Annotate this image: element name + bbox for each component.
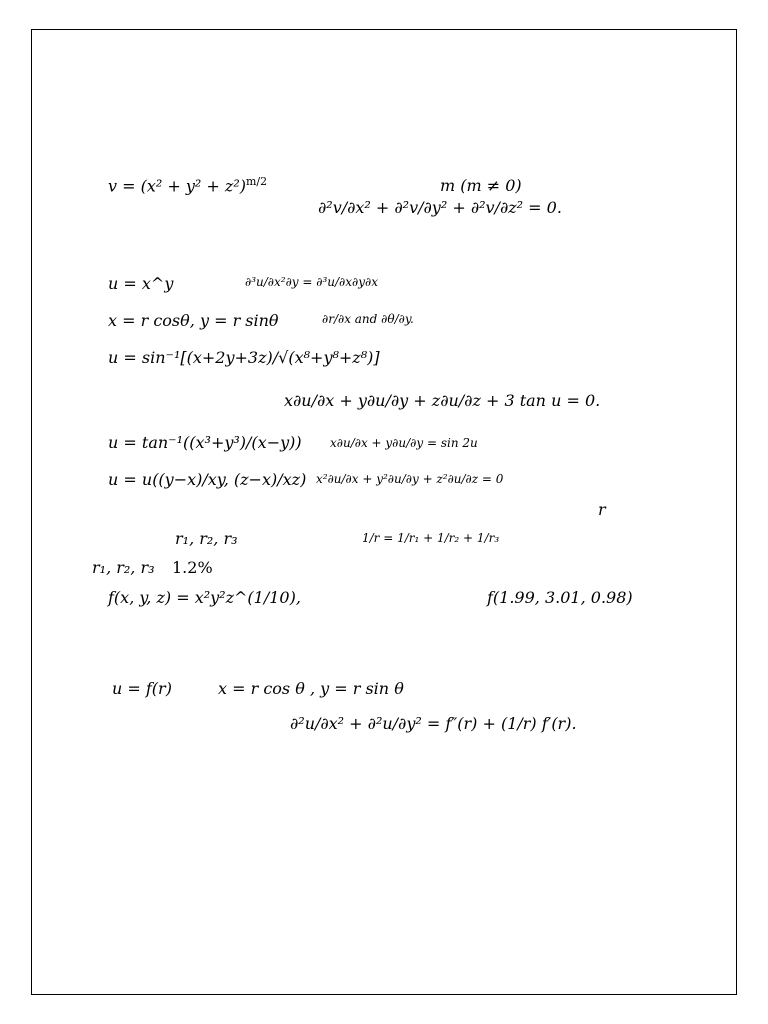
equation-reciprocal-sum: 1/r = 1/r₁ + 1/r₂ + 1/r₃ xyxy=(362,531,500,545)
formula-u-composite: u = u((y−x)/xy, (z−x)/xz) xyxy=(108,470,307,489)
formula-u-f-r: u = f(r) xyxy=(112,679,172,698)
variable-r: r xyxy=(598,500,606,519)
percent-error: 1.2% xyxy=(172,558,213,577)
equation-laplacian-f: ∂²u/∂x² + ∂²u/∂y² = f″(r) + (1/r) f′(r). xyxy=(290,714,577,733)
equation-euler-sin2u: x∂u/∂x + y∂u/∂y = sin 2u xyxy=(330,436,478,450)
document-page xyxy=(31,29,737,995)
variables-r1-r2-r3: r₁, r₂, r₃ xyxy=(175,529,238,548)
equation-mixed-partials: ∂³u/∂x²∂y = ∂³u/∂x∂y∂x xyxy=(245,275,378,289)
formula-u-arctan: u = tan⁻¹((x³+y³)/(x−y)) xyxy=(108,433,302,452)
expression-f-evaluation: f(1.99, 3.01, 0.98) xyxy=(487,588,633,607)
formula-u-arcsin: u = sin⁻¹[(x+2y+3z)/√(x⁸+y⁸+z⁸)] xyxy=(108,348,380,367)
variables-r1-r2-r3-error: r₁, r₂, r₃ xyxy=(92,558,155,577)
expression-dr-dx-dtheta-dy: ∂r/∂x and ∂θ/∂y. xyxy=(322,312,414,326)
formula-polar-cos-sin: x = r cos θ , y = r sin θ xyxy=(218,679,404,698)
formula-v-definition: $v = (x^2 + y^2 + z^2)^{m/2}$ xyxy=(108,175,268,196)
formula-u-x-power-y: u = x^y xyxy=(108,274,174,293)
formula-polar-substitution: x = r cosθ, y = r sinθ xyxy=(108,311,279,330)
equation-euler-sum-tan: x∂u/∂x + y∂u/∂y + z∂u/∂z + 3 tan u = 0. xyxy=(284,391,601,410)
equation-sum-zero: x²∂u/∂x + y²∂u/∂y + z²∂u/∂z = 0 xyxy=(316,472,504,486)
equation-laplace-v: ∂²v/∂x² + ∂²v/∂y² + ∂²v/∂z² = 0. xyxy=(318,198,562,217)
formula-f-xyz: f(x, y, z) = x²y²z^(1/10), xyxy=(108,588,301,607)
condition-m-nonzero: m (m ≠ 0) xyxy=(440,176,522,195)
exponent-m-over-2: m/2 xyxy=(246,175,268,188)
